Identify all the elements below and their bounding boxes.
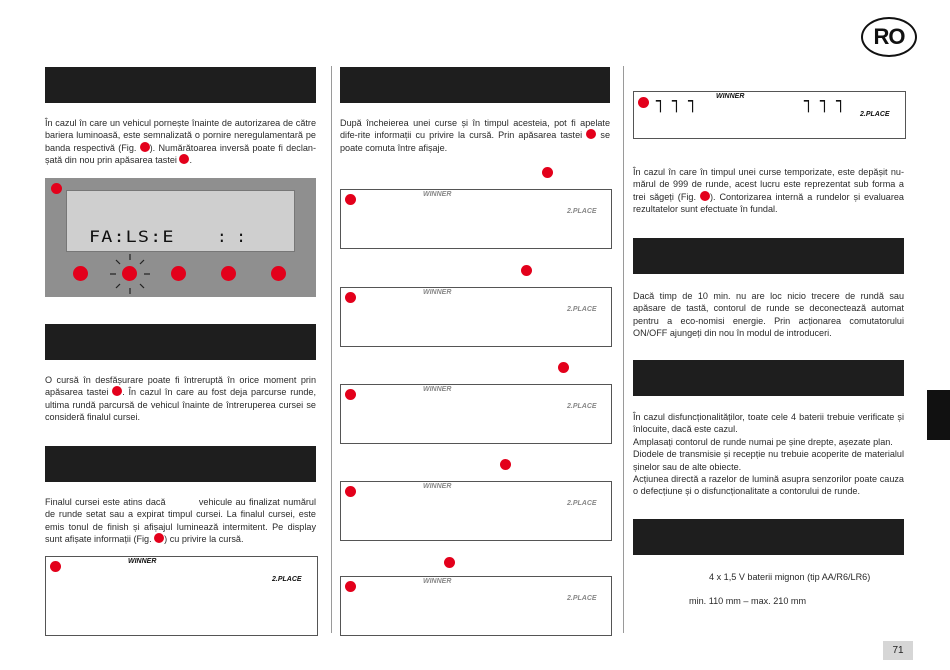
race-end-paragraph: Finalul cursei este atins dacă vehicule au finalizat numărul de runde setat sau a expirat timpul cursei. La finalul cursei, este emis tonul de finish și afișajul luminează intermitent. Pe display sunt afișate informații (Fig. ) cu privire la cursă.	[45, 497, 317, 545]
column-divider	[331, 66, 332, 633]
section-header-bar	[633, 360, 904, 396]
overflow-paragraph: În cazul în care în timpul unei curse temporizate, este depășit nu-mărul de 999 de runde, acest lucru este reprezentat sub forma a trei săgeți (Fig. ). Contorizarea internă a rundelor și evaluarea rezultatelor sunt efectuate în fundal.	[633, 167, 904, 215]
info-display-3	[340, 384, 612, 444]
arrow-icon: ┐	[672, 89, 682, 113]
section-header-bar	[45, 67, 316, 103]
figure-marker-icon	[345, 581, 356, 592]
figure-marker-icon	[154, 533, 164, 543]
chapter-tab	[927, 390, 950, 440]
troubleshooting-line: Acțiunea directă a razelor de lumină asupra senzorilor poate cauza o defecțiune și o disfuncționalitate a contorului de runde.	[633, 474, 904, 497]
section-header-bar	[633, 238, 904, 274]
figure-marker-icon	[542, 167, 553, 178]
figure-marker-icon	[700, 191, 710, 201]
figure-marker-icon	[345, 292, 356, 303]
section-header-bar	[340, 67, 610, 103]
place-label: 2.PLACE	[567, 595, 597, 602]
figure-marker-icon	[140, 142, 150, 152]
info-display-5	[340, 576, 612, 636]
arrows-right	[804, 89, 852, 113]
lcd-text: FA:LS:E	[89, 227, 175, 246]
spec-batteries: 4 x 1,5 V baterii mignon (tip AA/R6/LR6)	[709, 572, 871, 582]
arrow-icon: ┐	[688, 89, 698, 113]
result-display	[45, 556, 318, 636]
key-marker-icon	[586, 129, 596, 139]
place-label: 2.PLACE	[272, 576, 302, 583]
panel-button-5[interactable]	[271, 266, 286, 281]
arrow-icon: ┐	[656, 89, 666, 113]
figure-marker-icon	[444, 557, 455, 568]
race-interrupt-paragraph: O cursă în desfășurare poate fi întreruptă în orice moment prin apăsarea tastei . În cazul în care au fost deja parcurse runde, ultima rundă parcursă de vehicul înainte de întreruperea cursei se consideră finalul cursei.	[45, 375, 316, 423]
figure-marker-icon	[500, 459, 511, 470]
figure-marker-icon	[521, 265, 532, 276]
place-label: 2.PLACE	[567, 403, 597, 410]
troubleshooting-paragraph	[633, 411, 904, 498]
false-start-paragraph: În cazul în care un vehicul pornește înainte de autorizarea de către bariera luminoasă, este semnalizată o pornire neregulamentară pe banda respectivă (Fig. ). Numărătoarea inversă poate fi declan-șată din nou prin apăsarea tastei .	[45, 118, 316, 166]
section-header-bar	[633, 519, 904, 555]
spec-track-width: min. 110 mm – max. 210 mm	[689, 596, 807, 606]
figure-marker-icon	[345, 194, 356, 205]
place-label: 2.PLACE	[860, 111, 890, 118]
winner-label: WINNER	[128, 558, 157, 565]
winner-label: WINNER	[423, 483, 452, 490]
lcd-colons: : :	[217, 227, 246, 246]
troubleshooting-line: Diodele de transmisie și recepție nu trebuie acoperite de materialul șinelor sau de alte obiecte.	[633, 449, 904, 472]
winner-label: WINNER	[423, 386, 452, 393]
figure-marker-icon	[638, 97, 649, 108]
panel-button-4[interactable]	[221, 266, 236, 281]
place-label: 2.PLACE	[567, 500, 597, 507]
troubleshooting-line: Amplasați contorul de runde numai pe șine drepte, așezate plan.	[633, 436, 893, 447]
panel-button-1[interactable]	[73, 266, 88, 281]
arrow-icon: ┐	[804, 89, 814, 113]
figure-marker-icon	[345, 389, 356, 400]
section-header-bar	[45, 446, 316, 482]
section-header-bar	[45, 324, 316, 360]
info-display-2	[340, 287, 612, 347]
place-label: 2.PLACE	[567, 306, 597, 313]
column-divider	[623, 66, 624, 633]
page-number: 71	[883, 641, 913, 660]
overflow-display	[633, 91, 906, 139]
key-marker-icon	[112, 386, 122, 396]
winner-label: WINNER	[423, 191, 452, 198]
figure-marker-icon	[50, 561, 61, 572]
key-marker-icon	[179, 154, 189, 164]
place-label: 2.PLACE	[567, 208, 597, 215]
figure-marker-icon	[345, 486, 356, 497]
figure-marker-icon	[558, 362, 569, 373]
winner-label: WINNER	[423, 578, 452, 585]
lcd-display	[66, 190, 295, 252]
info-display-1	[340, 189, 612, 249]
info-display-4	[340, 481, 612, 541]
panel-button-3[interactable]	[171, 266, 186, 281]
language-badge: RO	[861, 17, 917, 57]
arrow-icon: ┐	[836, 89, 846, 113]
auto-off-paragraph: Dacă timp de 10 min. nu are loc nicio trecere de rundă sau apăsare de tastă, contorul de runde se deconectează automat pentru a eco-nomisi energie. Prin acționarea comutatorului ON/OFF ajungeți din nou în modul de introduceri.	[633, 291, 904, 339]
blinking-rays-icon	[109, 253, 151, 295]
race-info-paragraph: După încheierea unei curse și în timpul acesteia, pot fi apelate dife-rite informații cu privire la cursă. Prin apăsarea tastei se poate comuta între afișaje.	[340, 118, 610, 153]
arrow-icon: ┐	[820, 89, 830, 113]
troubleshooting-line: În cazul disfuncționalităților, toate cele 4 baterii trebuie verificate și înlocuite, dacă este cazul.	[633, 412, 904, 435]
figure-marker-icon	[51, 183, 62, 194]
arrows-left	[656, 89, 704, 113]
winner-label: WINNER	[423, 289, 452, 296]
winner-label: WINNER	[716, 93, 745, 100]
lap-counter-panel	[45, 178, 316, 297]
